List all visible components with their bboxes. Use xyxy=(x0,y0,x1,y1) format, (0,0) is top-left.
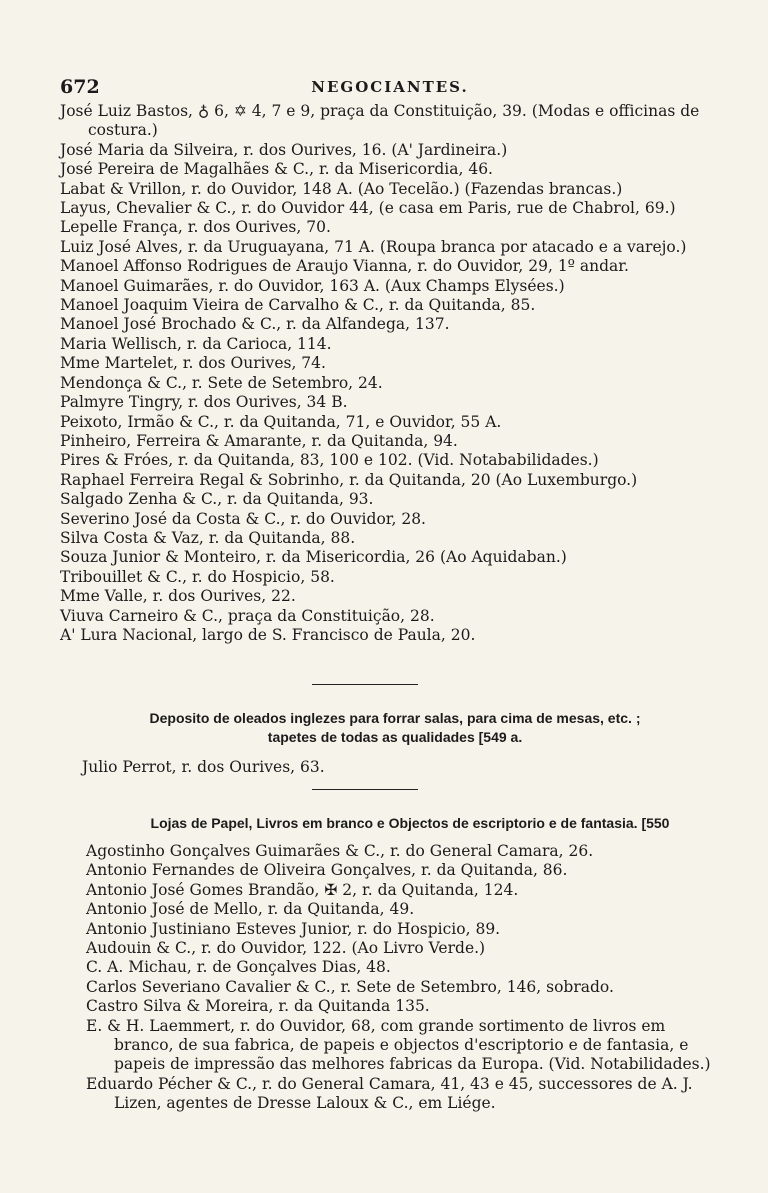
list-item: Pires & Fróes, r. da Quitanda, 83, 100 e 102. (Vid. Notababilidades.) xyxy=(60,451,599,470)
list-item: Pinheiro, Ferreira & Amarante, r. da Quitanda, 94. xyxy=(60,431,458,450)
section-negociantes-list xyxy=(60,102,730,645)
page-number: 672 xyxy=(60,76,100,98)
list-item: Manoel José Brochado & C., r. da Alfandega, 137. xyxy=(60,315,450,334)
section-heading-oleados xyxy=(90,709,700,747)
list-item: José Pereira de Magalhães & C., r. da Misericordia, 46. xyxy=(60,160,493,179)
list-item: A' Lura Nacional, largo de S. Francisco de Paula, 20. xyxy=(60,625,476,644)
list-item: Antonio Fernandes de Oliveira Gonçalves, r. da Quitanda, 86. xyxy=(86,861,568,880)
list-item: Layus, Chevalier & C., r. do Ouvidor 44, (e casa em Paris, rue de Chabrol, 69.) xyxy=(60,199,676,218)
section-divider xyxy=(312,684,418,685)
list-item: Souza Junior & Monteiro, r. da Misericordia, 26 (Ao Aquidaban.) xyxy=(60,548,567,567)
list-item: Julio Perrot, r. dos Ourives, 63. xyxy=(82,758,325,776)
list-item: Maria Wellisch, r. da Carioca, 114. xyxy=(60,334,332,353)
section-heading-papel: Lojas de Papel, Livros em branco e Objectos de escriptorio e de fantasia. [550 xyxy=(150,815,670,831)
page-header xyxy=(60,76,720,98)
list-item: Antonio José Gomes Brandão, ✠ 2, r. da Quitanda, 124. xyxy=(86,880,519,899)
list-item: Tribouillet & C., r. do Hospicio, 58. xyxy=(60,567,335,586)
section-oleados-list xyxy=(82,758,702,777)
list-item: Lepelle França, r. dos Ourives, 70. xyxy=(60,218,331,237)
list-item: Severino José da Costa & C., r. do Ouvidor, 28. xyxy=(60,509,426,528)
list-item: Carlos Severiano Cavalier & C., r. Sete de Setembro, 146, sobrado. xyxy=(86,977,614,996)
list-item: Castro Silva & Moreira, r. da Quitanda 135. xyxy=(86,997,430,1016)
list-item: Manoel Guimarães, r. do Ouvidor, 163 A. (Aux Champs Elysées.) xyxy=(60,276,565,295)
list-item: Salgado Zenha & C., r. da Quitanda, 93. xyxy=(60,490,374,509)
section-heading-line: tapetes de todas as qualidades [549 a. xyxy=(267,729,523,745)
list-item: Viuva Carneiro & C., praça da Constituição, 28. xyxy=(60,606,435,625)
list-item: Mme Martelet, r. dos Ourives, 74. xyxy=(60,354,326,373)
list-item: Raphael Ferreira Regal & Sobrinho, r. da Quitanda, 20 (Ao Luxemburgo.) xyxy=(60,470,638,489)
list-item: Labat & Vrillon, r. do Ouvidor, 148 A. (Ao Tecelão.) (Fazendas brancas.) xyxy=(60,179,623,198)
list-item: Silva Costa & Vaz, r. da Quitanda, 88. xyxy=(60,528,356,547)
list-item: José Maria da Silveira, r. dos Ourives, 16. (A' Jardineira.) xyxy=(60,140,508,159)
section-papel-list xyxy=(86,842,726,1114)
list-item: Peixoto, Irmão & C., r. da Quitanda, 71, e Ouvidor, 55 A. xyxy=(60,412,502,431)
section-heading-line: Deposito de oleados inglezes para forrar salas, para cima de mesas, etc. ; xyxy=(149,710,641,726)
list-item: E. & H. Laemmert, r. do Ouvidor, 68, com grande sortimento de livros em branco, de sua fabrica, de papeis e objectos d'escriptorio e de fantasia, e papeis de impressão das melhores fabricas da Europa. (Vid. Notabilidades.) xyxy=(86,1016,711,1074)
list-item: Mme Valle, r. dos Ourives, 22. xyxy=(60,587,296,606)
list-item: Antonio Justiniano Esteves Junior, r. do Hospicio, 89. xyxy=(86,919,501,938)
list-item: Manoel Joaquim Vieira de Carvalho & C., r. da Quitanda, 85. xyxy=(60,296,536,315)
list-item: Agostinho Gonçalves Guimarães & C., r. do General Camara, 26. xyxy=(86,842,594,860)
list-item: Audouin & C., r. do Ouvidor, 122. (Ao Livro Verde.) xyxy=(86,939,486,958)
list-item: Eduardo Pécher & C., r. do General Camara, 41, 43 e 45, successores de A. J. Lizen, agentes de Dresse Laloux & C., em Liége. xyxy=(86,1074,693,1113)
list-item: Luiz José Alves, r. da Uruguayana, 71 A. (Roupa branca por atacado e a varejo.) xyxy=(60,237,687,256)
list-item: José Luiz Bastos, ♁ 6, ✡ 4, 7 e 9, praça da Constituição, 39. (Modas e officinas de costura.) xyxy=(60,102,700,140)
list-item: C. A. Michau, r. de Gonçalves Dias, 48. xyxy=(86,958,391,977)
list-item: Antonio José de Mello, r. da Quitanda, 49. xyxy=(86,900,415,919)
page-title: NEGOCIANTES. xyxy=(311,78,469,96)
list-item: Manoel Affonso Rodrigues de Araujo Vianna, r. do Ouvidor, 29, 1º andar. xyxy=(60,257,629,276)
list-item: Mendonça & C., r. Sete de Setembro, 24. xyxy=(60,373,383,392)
list-item: Palmyre Tingry, r. dos Ourives, 34 B. xyxy=(60,393,348,412)
section-divider xyxy=(312,789,418,790)
